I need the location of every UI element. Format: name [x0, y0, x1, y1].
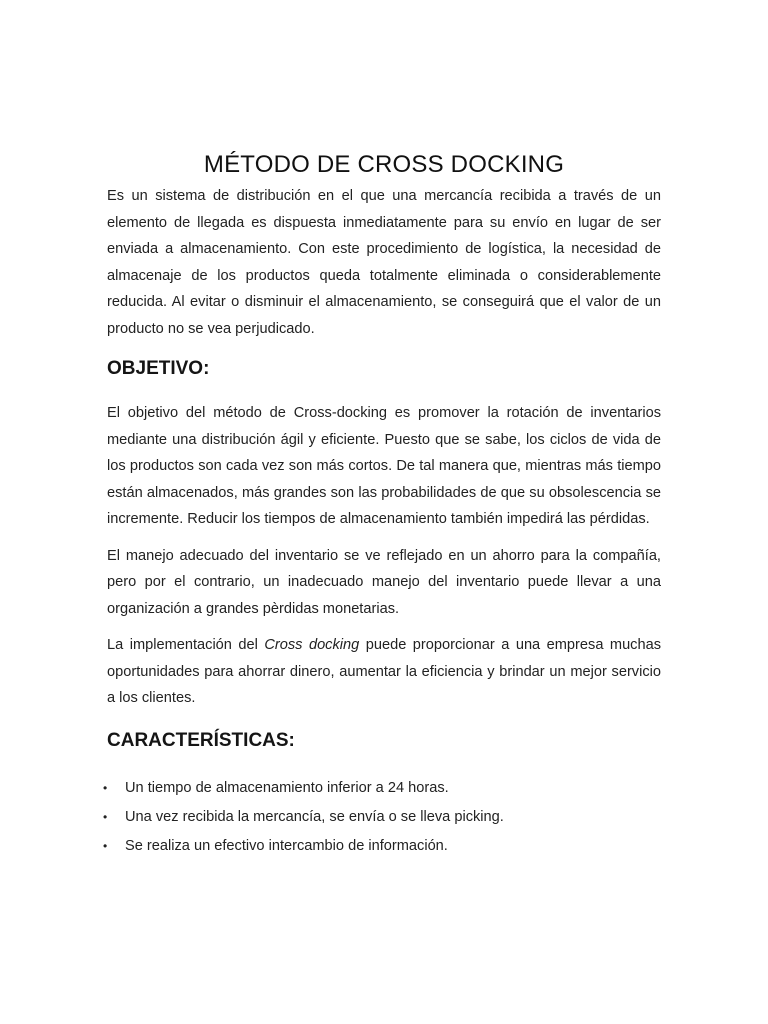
paragraph-3-end: puede proporcionar a una empresa muchas oportunidades para ahorrar dinero, aumentar la eficiencia y brindar un mejor servicio a los clientes. — [107, 637, 662, 706]
bullet-icon: • — [103, 838, 108, 853]
bullet-icon: • — [103, 780, 108, 795]
paragraph-3-start: La implementación del — [107, 637, 265, 653]
list-item — [103, 832, 661, 861]
document-title: MÉTODO DE CROSS DOCKING — [203, 151, 565, 178]
list-item — [103, 774, 661, 803]
caracteristicas-heading: CARACTERÍSTICAS: — [107, 729, 295, 751]
objetivo-heading: OBJETIVO: — [107, 358, 210, 379]
list-item-text: Se realiza un efectivo intercambio de información. — [125, 837, 448, 854]
objetivo-paragraph-3 — [107, 632, 661, 712]
list-item — [103, 803, 661, 832]
intro-paragraph: Es un sistema de distribución en el que una mercancía recibida a través de un elemento de llegada es dispuesta inmediatamente para su envío en lugar de ser enviada a almacenamiento. Con este procedimiento de logística, la necesidad de almacenaje de los productos queda totalmente eliminada o considerablemente reducida. Al evitar o disminuir el almacenamiento, se conseguirá que el valor de un producto no se vea perjudicado. — [107, 188, 661, 337]
caracteristicas-list — [103, 774, 661, 861]
objetivo-paragraph-1: El objetivo del método de Cross-docking es promover la rotación de inventarios mediante una distribución ágil y eficiente. Puesto que se sabe, los ciclos de vida de los productos son cada vez son más cortos. De tal manera que, mientras más tiempo están almacenados, más grandes son las probabilidades de que su obsolescencia se incremente. Reducir los tiempos de almacenamiento también impedirá las pérdidas. — [107, 405, 661, 527]
bullet-icon: • — [103, 809, 108, 824]
list-item-text: Una vez recibida la mercancía, se envía o se lleva picking. — [125, 808, 504, 825]
cross-docking-italic: Cross docking — [264, 637, 360, 653]
objetivo-paragraph-2: El manejo adecuado del inventario se ve reflejado en un ahorro para la compañía, pero por el contrario, un inadecuado manejo del inventario puede llevar a una organización a grandes pèrdidas monetarias. — [107, 547, 661, 617]
list-item-text: Un tiempo de almacenamiento inferior a 24 horas. — [125, 779, 449, 796]
